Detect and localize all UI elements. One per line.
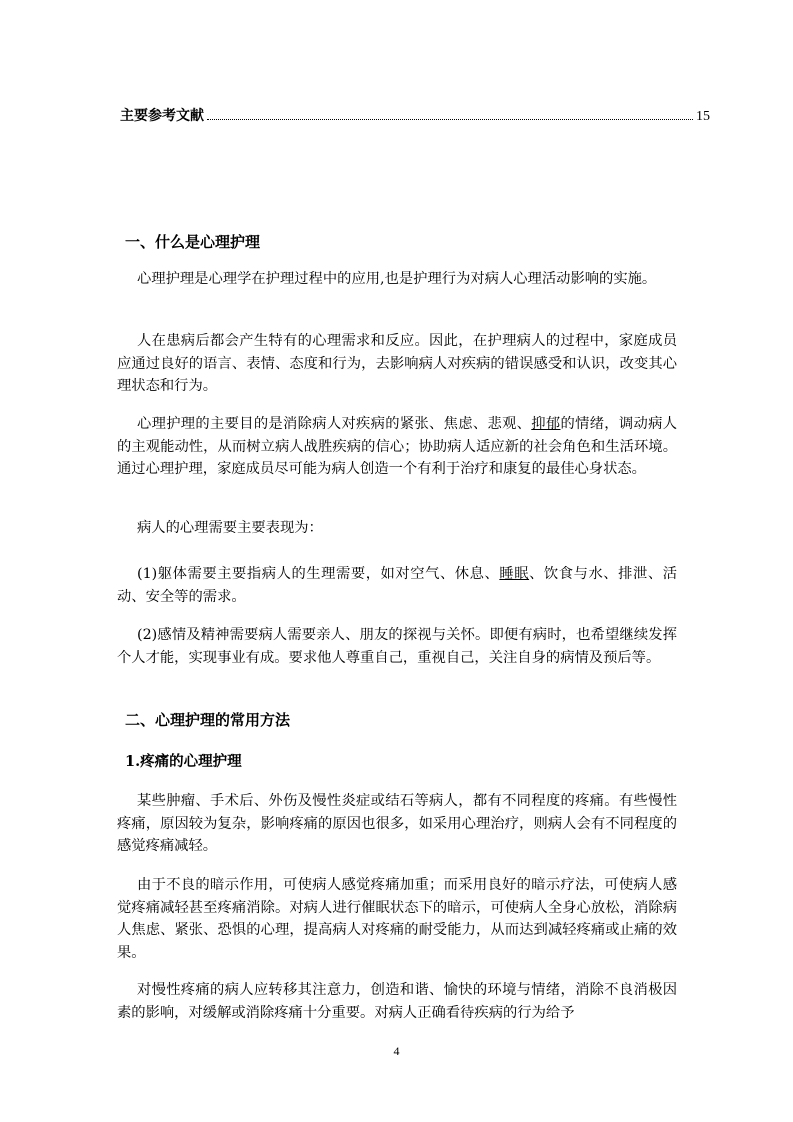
paragraph-3-part-a: 心理护理的主要目的是消除病人对疾病的紧张、焦虑、悲观、 [137, 416, 532, 432]
toc-label: 主要参考文献 [120, 108, 204, 124]
paragraph-1: 心理护理是心理学在护理过程中的应用,也是护理行为对病人心理活动影响的实施。 [137, 271, 657, 287]
paragraph-6: (2)感情及精神需要病人需要亲人、朋友的探视与关怀。即便有病时，也希望继续发挥个人才能，实现事业有成。要求他人尊重自己，重视自己，关注自身的病情及预后等。 [117, 627, 677, 666]
paragraph-9: 对慢性疼痛的病人应转移其注意力，创造和谐、愉快的环境与情绪，消除不良消极因素的影响，对缓解或消除疼痛十分重要。对病人正确看待疾病的行为给予 [117, 982, 677, 1021]
link-shuimian[interactable]: 睡眠 [499, 566, 530, 582]
paragraph-4: 病人的心理需要主要表现为： [137, 520, 323, 536]
section-heading-1: 一、什么是心理护理 [125, 233, 261, 251]
page-number: 4 [393, 1044, 400, 1058]
paragraph-5 [117, 563, 677, 608]
subsection-heading-1: 1.疼痛的心理护理 [125, 753, 242, 770]
toc-page-number: 15 [696, 109, 710, 124]
paragraph-8: 由于不良的暗示作用，可使病人感觉疼痛加重；而采用良好的暗示疗法，可使病人感觉疼痛减轻甚至疼痛消除。对病人进行催眠状态下的暗示，可使病人全身心放松，消除病人焦虑、紧张、恐惧的心理，提高病人对疼痛的耐受能力，从而达到减轻疼痛或止痛的效果。 [117, 877, 677, 961]
paragraph-3-part-b: 的情绪，调动病人的主观能动性，从而树立病人战胜疾病的信心；协助病人适应新的社会角色和生活环境。通过心理护理，家庭成员尽可能为病人创造一个有利于治疗和康复的最佳心身状态。 [117, 416, 678, 478]
toc-leader-dots [207, 119, 693, 120]
paragraph-3 [117, 413, 677, 481]
paragraph-7: 某些肿瘤、手术后、外伤及慢性炎症或结石等病人，都有不同程度的疼痛。有些慢性疼痛，原因较为复杂，影响疼痛的原因也很多，如采用心理治疗，则病人会有不同程度的感觉疼痛减轻。 [117, 793, 677, 855]
link-yiyu[interactable]: 抑郁 [531, 416, 561, 432]
paragraph-5-part-a: (1)躯体需要主要指病人的生理需要，如对空气、休息、 [137, 566, 500, 582]
toc-entry-references[interactable] [120, 103, 710, 125]
section-heading-2: 二、心理护理的常用方法 [125, 711, 291, 729]
paragraph-5-part-b: 、饮食与水、排泄、活动、安全等的需求。 [117, 566, 678, 605]
paragraph-2: 人在患病后都会产生特有的心理需求和反应。因此，在护理病人的过程中，家庭成员应通过良好的语言、表情、态度和行为，去影响病人对疾病的错误感受和认识，改变其心理状态和行为。 [117, 333, 677, 395]
